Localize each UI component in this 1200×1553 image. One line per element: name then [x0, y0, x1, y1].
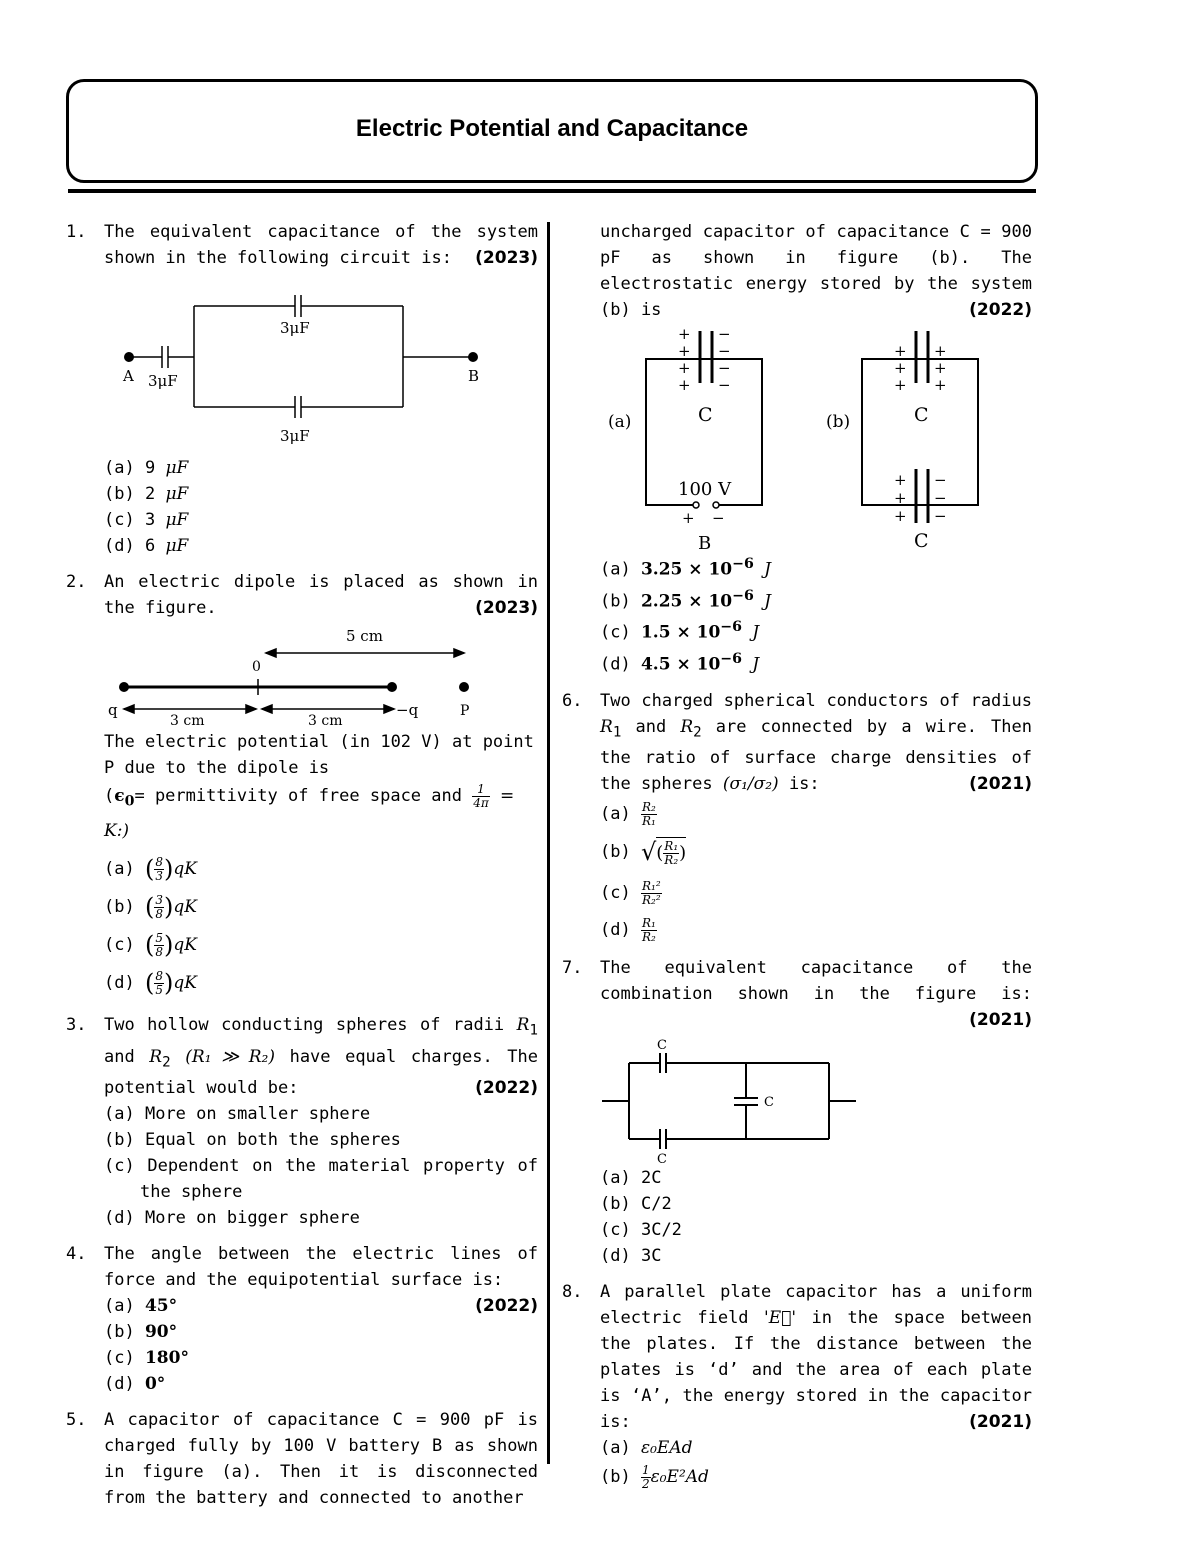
question-year: (2021) — [969, 1010, 1032, 1031]
question-year: (2021) — [969, 774, 1032, 795]
options-list — [600, 1435, 1032, 1493]
question-3: 3. Two hollow conducting spheres of radii $R_1$ and $R_2$ (R₁ ≫ R₂) have equal charges. The potential would be: (2022) (a) More on smaller sphere (b) Equal on both the spheres (c) Dependent on the material property of the sphere (d) More on bigger sphere — [66, 1012, 538, 1231]
svg-text:+: + — [894, 342, 907, 360]
option-a[interactable]: (a) 45° — [104, 1296, 178, 1317]
option-b[interactable]: (b) ( $\frac{3}{8}$ )qK — [104, 892, 197, 922]
question-5 — [66, 1407, 538, 1511]
question-year: (2023) — [475, 248, 538, 268]
column-divider — [547, 222, 550, 1464]
option-c[interactable]: (c) 3C/2 — [600, 1220, 682, 1241]
options-list — [600, 1165, 1032, 1269]
question-7 — [562, 955, 1032, 1269]
question-number: 6. — [562, 690, 583, 711]
cap-b-bottom-label: C — [914, 530, 929, 551]
left-capacitor-label: 3μF — [148, 372, 178, 390]
header-rule — [68, 189, 1036, 193]
option-d[interactable]: (d) $4.5 \times 10^{-6}$ J — [600, 650, 760, 675]
option-c[interactable]: (c) 3 μF — [104, 510, 189, 530]
option-c[interactable]: (c) $\frac{\text{R₁²}}{\text{R₂²}}$ — [600, 878, 661, 907]
question-2 — [66, 569, 538, 1002]
svg-text:+: + — [894, 359, 907, 377]
option-b[interactable]: (b) C/2 — [600, 1194, 672, 1215]
option-b[interactable]: (b) Equal on both the spheres — [104, 1130, 401, 1151]
question-text: uncharged capacitor of capacitance C = 900 pF as shown in figure (b). The electrostatic energy stored by the system (b) is — [600, 222, 1032, 320]
node-a-label: A — [123, 367, 134, 385]
charge-minus-q-label: −q — [396, 701, 419, 719]
question-number: 5. — [66, 1410, 87, 1431]
question-body: The electric potential (in 102 V) at point P due to the dipole is — [104, 732, 534, 778]
svg-text:+: + — [894, 376, 907, 394]
point-p-dot — [459, 682, 469, 692]
label-b: (b) — [826, 412, 851, 432]
cap-bottom-label: C — [657, 1152, 667, 1166]
segment-right-label: 3 cm — [308, 713, 343, 727]
q5-capacitor-figure — [600, 323, 1020, 551]
question-text: The equivalent capacitance of the combination shown in the figure is: — [600, 958, 1032, 1005]
question-note: ($\epsilon_0=$ permittivity of free space and $\frac{1}{4\pi}$ = K:) — [104, 781, 515, 842]
question-number: 2. — [66, 572, 87, 592]
left-column — [66, 219, 538, 1511]
question-text: The angle between the electric lines of force and the equipotential surface is: — [104, 1244, 538, 1291]
svg-text:+: + — [678, 342, 691, 360]
question-year: (2022) — [969, 300, 1032, 320]
svg-text:−: − — [718, 359, 731, 377]
question-text: An electric dipole is placed as shown in the figure. — [104, 572, 538, 618]
battery-terminal-left — [693, 502, 699, 508]
question-year: (2021) — [969, 1412, 1032, 1433]
option-a[interactable]: (a) 2C — [600, 1168, 662, 1189]
cap-b-top-label: C — [914, 404, 929, 426]
svg-text:+: + — [678, 359, 691, 377]
cap-top-label: C — [657, 1038, 667, 1054]
option-b[interactable]: (b) 2 μF — [104, 484, 189, 504]
question-text: The equivalent capacitance of the system shown in the following circuit is: — [104, 222, 538, 268]
svg-text:+: + — [894, 489, 907, 507]
distance-label: 5 cm — [346, 627, 383, 645]
svg-text:+: + — [678, 325, 691, 343]
option-a[interactable]: (a) ( $\frac{8}{3}$ )qK — [104, 854, 197, 884]
svg-text:+: + — [894, 471, 907, 489]
fraction: $\frac{1}{4\pi}$ — [473, 781, 489, 810]
top-capacitor-label: 3μF — [280, 319, 310, 337]
bottom-capacitor-label: 3μF — [280, 427, 310, 445]
option-c[interactable]: (c) $1.5 \times 10^{-6}$ J — [600, 619, 760, 643]
svg-text:−: − — [718, 376, 731, 394]
segment-left-label: 3 cm — [170, 713, 205, 727]
cap-middle-label: C — [764, 1095, 774, 1111]
question-1 — [66, 219, 538, 559]
option-d[interactable]: (d) 3C — [600, 1246, 662, 1267]
right-column — [562, 219, 1032, 1493]
node-a-terminal — [124, 352, 134, 362]
q7-circuit-figure — [600, 1035, 900, 1165]
option-a[interactable]: (a) More on smaller sphere — [104, 1104, 371, 1125]
question-year: (2022) — [475, 1296, 538, 1317]
option-b[interactable]: (b) $\frac{1}{2}$ ε₀E²Ad — [600, 1462, 709, 1491]
svg-text:+: + — [894, 507, 907, 525]
option-d[interactable]: (d) $\frac{\text{R₁}}{\text{R₂}}$ — [600, 915, 656, 944]
options-list — [104, 455, 538, 559]
option-d[interactable]: (d) 0° — [104, 1374, 166, 1395]
question-number: 4. — [66, 1244, 87, 1265]
svg-text:−: − — [934, 489, 947, 507]
charge-q-dot — [119, 682, 129, 692]
title-box — [66, 79, 1038, 183]
question-year: (2022) — [475, 1078, 538, 1099]
svg-text:+: + — [678, 376, 691, 394]
option-d[interactable]: (d) More on bigger sphere — [104, 1208, 360, 1229]
option-a[interactable]: (a) $\frac{\text{R₂}}{\text{R₁}}$ — [600, 799, 656, 828]
svg-text:−: − — [718, 325, 731, 343]
svg-text:−: − — [712, 509, 725, 527]
node-b-terminal — [468, 352, 478, 362]
charge-q-label: q — [108, 701, 118, 719]
options-list — [600, 551, 1032, 678]
option-a[interactable]: (a) 9 μF — [104, 458, 189, 478]
battery-b-label: B — [698, 533, 712, 551]
option-b[interactable]: (b) 90° — [104, 1322, 178, 1343]
battery-voltage-label: 100 V — [678, 479, 732, 500]
question-4 — [66, 1241, 538, 1397]
svg-text:−: − — [718, 342, 731, 360]
question-8: 8. A parallel plate capacitor has a uniform electric field 'E⃗' in the space between the plates. If the distance between the plates is ‘d’ and the area of each plate is ‘A’, the energy stored in the capacitor is: (2021) (a) ε₀EAd (b) $\frac{1}{2}$ ε₀E²Ad — [562, 1279, 1032, 1493]
options-list — [104, 1101, 538, 1231]
question-year: (2023) — [475, 598, 538, 618]
question-text: A capacitor of capacitance C = 900 pF is charged fully by 100 V battery B as shown in figure (a). Then it is disconnected from the battery and connected to another — [104, 1410, 538, 1509]
label-a: (a) — [608, 412, 632, 432]
option-c[interactable]: (c) 180° — [104, 1348, 189, 1369]
options-list — [104, 1293, 538, 1397]
option-b[interactable]: (b) √( $\frac{\text{R₁}}{\text{R₂}}$ ) — [600, 838, 687, 868]
charge-minus-q-dot — [387, 682, 397, 692]
svg-text:−: − — [934, 471, 947, 489]
question-number: 1. — [66, 222, 87, 242]
svg-text:+: + — [682, 509, 695, 527]
origin-label: 0 — [252, 659, 261, 675]
options-list — [104, 850, 538, 1002]
option-a[interactable]: (a) $3.25 \times 10^{-6}$ J — [600, 556, 771, 580]
q2-dipole-figure — [84, 623, 514, 727]
question-number: 8. — [562, 1282, 583, 1303]
cap-a-label: C — [698, 404, 713, 426]
svg-text:−: − — [934, 507, 947, 525]
node-b-label: B — [468, 367, 480, 385]
battery-terminal-right — [713, 502, 719, 508]
page-title: Electric Potential and Capacitance — [355, 115, 749, 142]
question-6: 6. Two charged spherical conductors of radius $R_1$ and $R_2$ are connected by a wire. Then the ratio of surface charge densities of the spheres (σ₁/σ₂) is: (2021) (a) $\frac{\text{R₂}}{\text{R₁}}$ (b) √( $\frac{\text{R₁}}{\text{R₂}}$ ) (c) $\frac{\text{R₁²}}{\text{R₂²}}$ (d) $\frac{\text{R₁}}{\text{R₂}}$ — [562, 688, 1032, 947]
svg-text:+: + — [934, 376, 947, 394]
options-list — [600, 797, 1032, 947]
point-p-label: P — [460, 703, 470, 719]
svg-text:+: + — [934, 342, 947, 360]
question-number: 3. — [66, 1015, 87, 1036]
svg-text:+: + — [934, 359, 947, 377]
option-c[interactable]: (c) ( $\frac{5}{8}$ )qK — [104, 930, 197, 960]
option-c[interactable]: (c) Dependent on the material property of the sphere — [104, 1156, 538, 1203]
question-number: 7. — [562, 958, 583, 979]
q1-circuit-figure — [112, 277, 492, 447]
option-d[interactable]: (d) 6 μF — [104, 536, 189, 556]
option-a[interactable]: (a) ε₀EAd — [600, 1438, 693, 1459]
option-b[interactable]: (b) $2.25 \times 10^{-6}$ J — [600, 587, 771, 612]
option-d[interactable]: (d) ( $\frac{8}{5}$ )qK — [104, 968, 197, 998]
question-5-continued — [562, 219, 1032, 678]
